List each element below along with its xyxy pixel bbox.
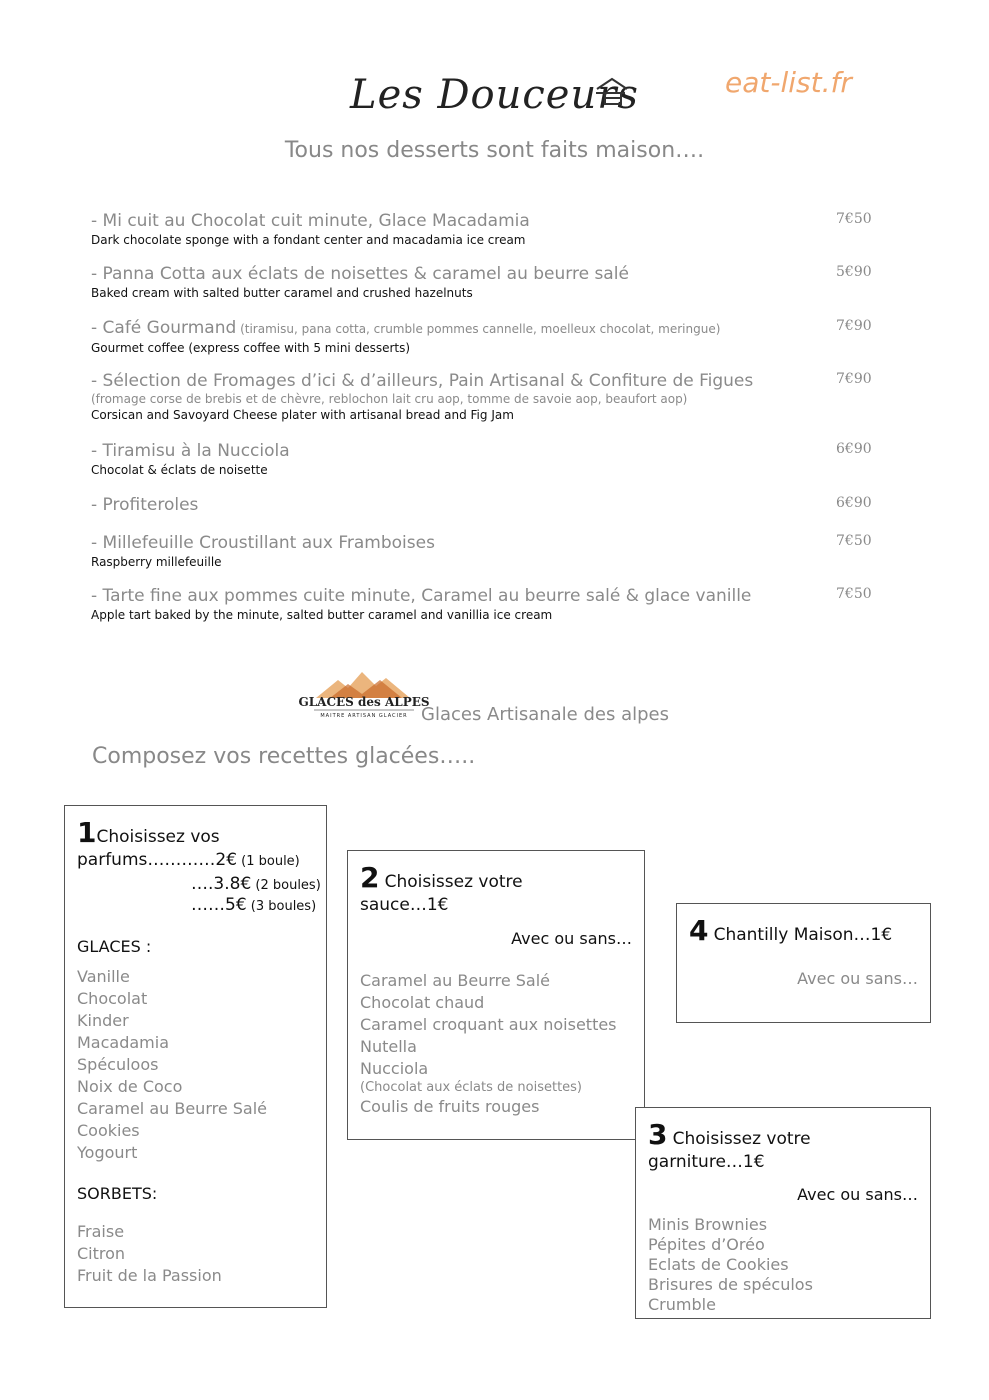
item-price: 6€90 — [836, 495, 872, 511]
menu-item — [91, 318, 891, 356]
item-price: 7€90 — [836, 371, 872, 387]
heading-line: Choisissez votre — [672, 1129, 811, 1149]
item-english: Chocolat & éclats de noisette — [91, 463, 268, 477]
menu-item — [91, 211, 891, 248]
price-note: (2 boules) — [251, 878, 321, 893]
list-item: Noix de Coco — [77, 1077, 183, 1096]
sauce-list — [360, 970, 617, 1118]
step-4-heading — [689, 914, 892, 948]
step-number: 1 — [77, 816, 97, 849]
list-item: Cookies — [77, 1121, 140, 1140]
glaces-list — [77, 966, 267, 1164]
menu-item — [91, 533, 891, 570]
logo-brand: GLACES des ALPES — [298, 695, 430, 709]
list-item: Nucciola — [360, 1059, 429, 1078]
item-english: Corsican and Savoyard Cheese plater with artisanal bread and Fig Jam — [91, 408, 514, 422]
list-item: Fraise — [77, 1222, 125, 1241]
page-title: Les Douceurs — [350, 72, 639, 118]
list-item: Crumble — [648, 1295, 716, 1314]
menu-item — [91, 264, 891, 301]
menu-item — [91, 495, 891, 516]
list-item: Minis Brownies — [648, 1215, 768, 1234]
avec-ou-sans: Avec ou sans… — [797, 969, 918, 988]
item-price: 6€90 — [836, 441, 872, 457]
menu-item — [91, 441, 891, 478]
price-1-boule: parfums…………2€ — [77, 850, 238, 870]
step-1-heading — [77, 816, 220, 850]
garniture-list — [648, 1215, 813, 1315]
step-number: 2 — [360, 861, 380, 894]
item-english: Apple tart baked by the minute, salted butter caramel and vanillia ice cream — [91, 608, 553, 622]
price-line — [77, 848, 300, 874]
list-item: Coulis de fruits rouges — [360, 1097, 540, 1116]
sorbets-list — [77, 1221, 222, 1287]
step-number: 3 — [648, 1118, 668, 1151]
list-item: Citron — [77, 1244, 126, 1263]
item-name: - Café Gourmand — [91, 318, 237, 338]
item-price: 7€50 — [836, 533, 872, 549]
glaces-label: GLACES : — [77, 937, 152, 956]
avec-ou-sans: Avec ou sans… — [797, 1185, 918, 1204]
list-item: Brisures de spéculos — [648, 1275, 813, 1294]
list-item: Chocolat — [77, 989, 148, 1008]
price-2-boules: ….3.8€ — [191, 874, 252, 894]
step-2-box — [347, 850, 645, 1140]
logo-tagline: MAITRE ARTISAN GLACIER — [320, 713, 408, 719]
step-number: 4 — [689, 914, 709, 947]
item-price: 7€90 — [836, 318, 872, 334]
compose-heading: Composez vos recettes glacées….. — [92, 744, 476, 769]
item-name: - Tiramisu à la Nucciola — [91, 441, 290, 461]
item-english: Dark chocolate sponge with a fondant center and macadamia ice cream — [91, 233, 526, 247]
step-4-box — [676, 903, 931, 1023]
item-english: Gourmet coffee (express coffee with 5 mini desserts) — [91, 341, 411, 355]
glaces-des-alpes-logo — [298, 668, 430, 720]
menu-item — [91, 586, 891, 623]
item-name: - Tarte fine aux pommes cuite minute, Caramel au beurre salé & glace vanille — [91, 586, 752, 606]
item-description: (fromage corse de brebis et de chèvre, reblochon lait cru aop, tomme de savoie aop, beaufort aop) — [91, 392, 688, 406]
list-item: Nutella — [360, 1037, 417, 1056]
step-1-box — [64, 805, 327, 1308]
item-name: - Panna Cotta aux éclats de noisettes & caramel au beurre salé — [91, 264, 629, 284]
list-item: Caramel au Beurre Salé — [77, 1099, 268, 1118]
list-item: Macadamia — [77, 1033, 170, 1052]
price-3-boules: ……5€ — [191, 895, 247, 915]
list-item: Vanille — [77, 967, 130, 986]
list-item: Fruit de la Passion — [77, 1266, 222, 1285]
glaces-caption: Glaces Artisanale des alpes — [421, 704, 669, 725]
heading-line: Choisissez vos — [96, 827, 220, 847]
list-item: Chocolat chaud — [360, 993, 485, 1012]
list-item: Caramel croquant aux noisettes — [360, 1015, 617, 1034]
item-name: - Millefeuille Croustillant aux Framboises — [91, 533, 435, 553]
garniture-price: garniture…1€ — [648, 1152, 765, 1172]
sauce-price: sauce…1€ — [360, 895, 449, 915]
avec-ou-sans: Avec ou sans… — [511, 929, 632, 948]
list-item: Caramel au Beurre Salé — [360, 971, 551, 990]
heading-line: Chantilly Maison…1€ — [713, 925, 893, 945]
item-english: Baked cream with salted butter caramel and crushed hazelnuts — [91, 286, 473, 300]
step-2-heading — [360, 861, 523, 895]
list-item: Spéculoos — [77, 1055, 159, 1074]
list-item: Pépites d’Oréo — [648, 1235, 765, 1254]
sorbets-label: SORBETS: — [77, 1184, 158, 1203]
house-icon — [595, 76, 629, 106]
item-price: 5€90 — [836, 264, 872, 280]
item-description: (tiramisu, pana cotta, crumble pommes cannelle, moelleux chocolat, meringue) — [236, 322, 721, 336]
list-item: Yogourt — [77, 1143, 138, 1162]
price-note: (3 boules) — [246, 899, 317, 914]
step-3-heading — [648, 1118, 811, 1152]
price-note: (1 boule) — [237, 854, 300, 869]
page-subtitle: Tous nos desserts sont faits maison…. — [284, 138, 705, 163]
item-name-line — [91, 318, 891, 340]
item-name: - Sélection de Fromages d’ici & d’ailleurs, Pain Artisanal & Confiture de Figues — [91, 371, 754, 391]
price-line — [191, 893, 316, 919]
item-name: - Profiteroles — [91, 495, 199, 515]
menu-item — [91, 371, 891, 423]
list-item-note: (Chocolat aux éclats de noisettes) — [360, 1080, 583, 1095]
list-item: Eclats de Cookies — [648, 1255, 789, 1274]
heading-line: Choisissez votre — [384, 872, 523, 892]
item-name: - Mi cuit au Chocolat cuit minute, Glace Macadamia — [91, 211, 530, 231]
item-price: 7€50 — [836, 211, 872, 227]
watermark: eat-list.fr — [725, 66, 852, 99]
list-item: Kinder — [77, 1011, 129, 1030]
item-price: 7€50 — [836, 586, 872, 602]
item-english: Raspberry millefeuille — [91, 555, 222, 569]
step-3-box — [635, 1107, 931, 1319]
